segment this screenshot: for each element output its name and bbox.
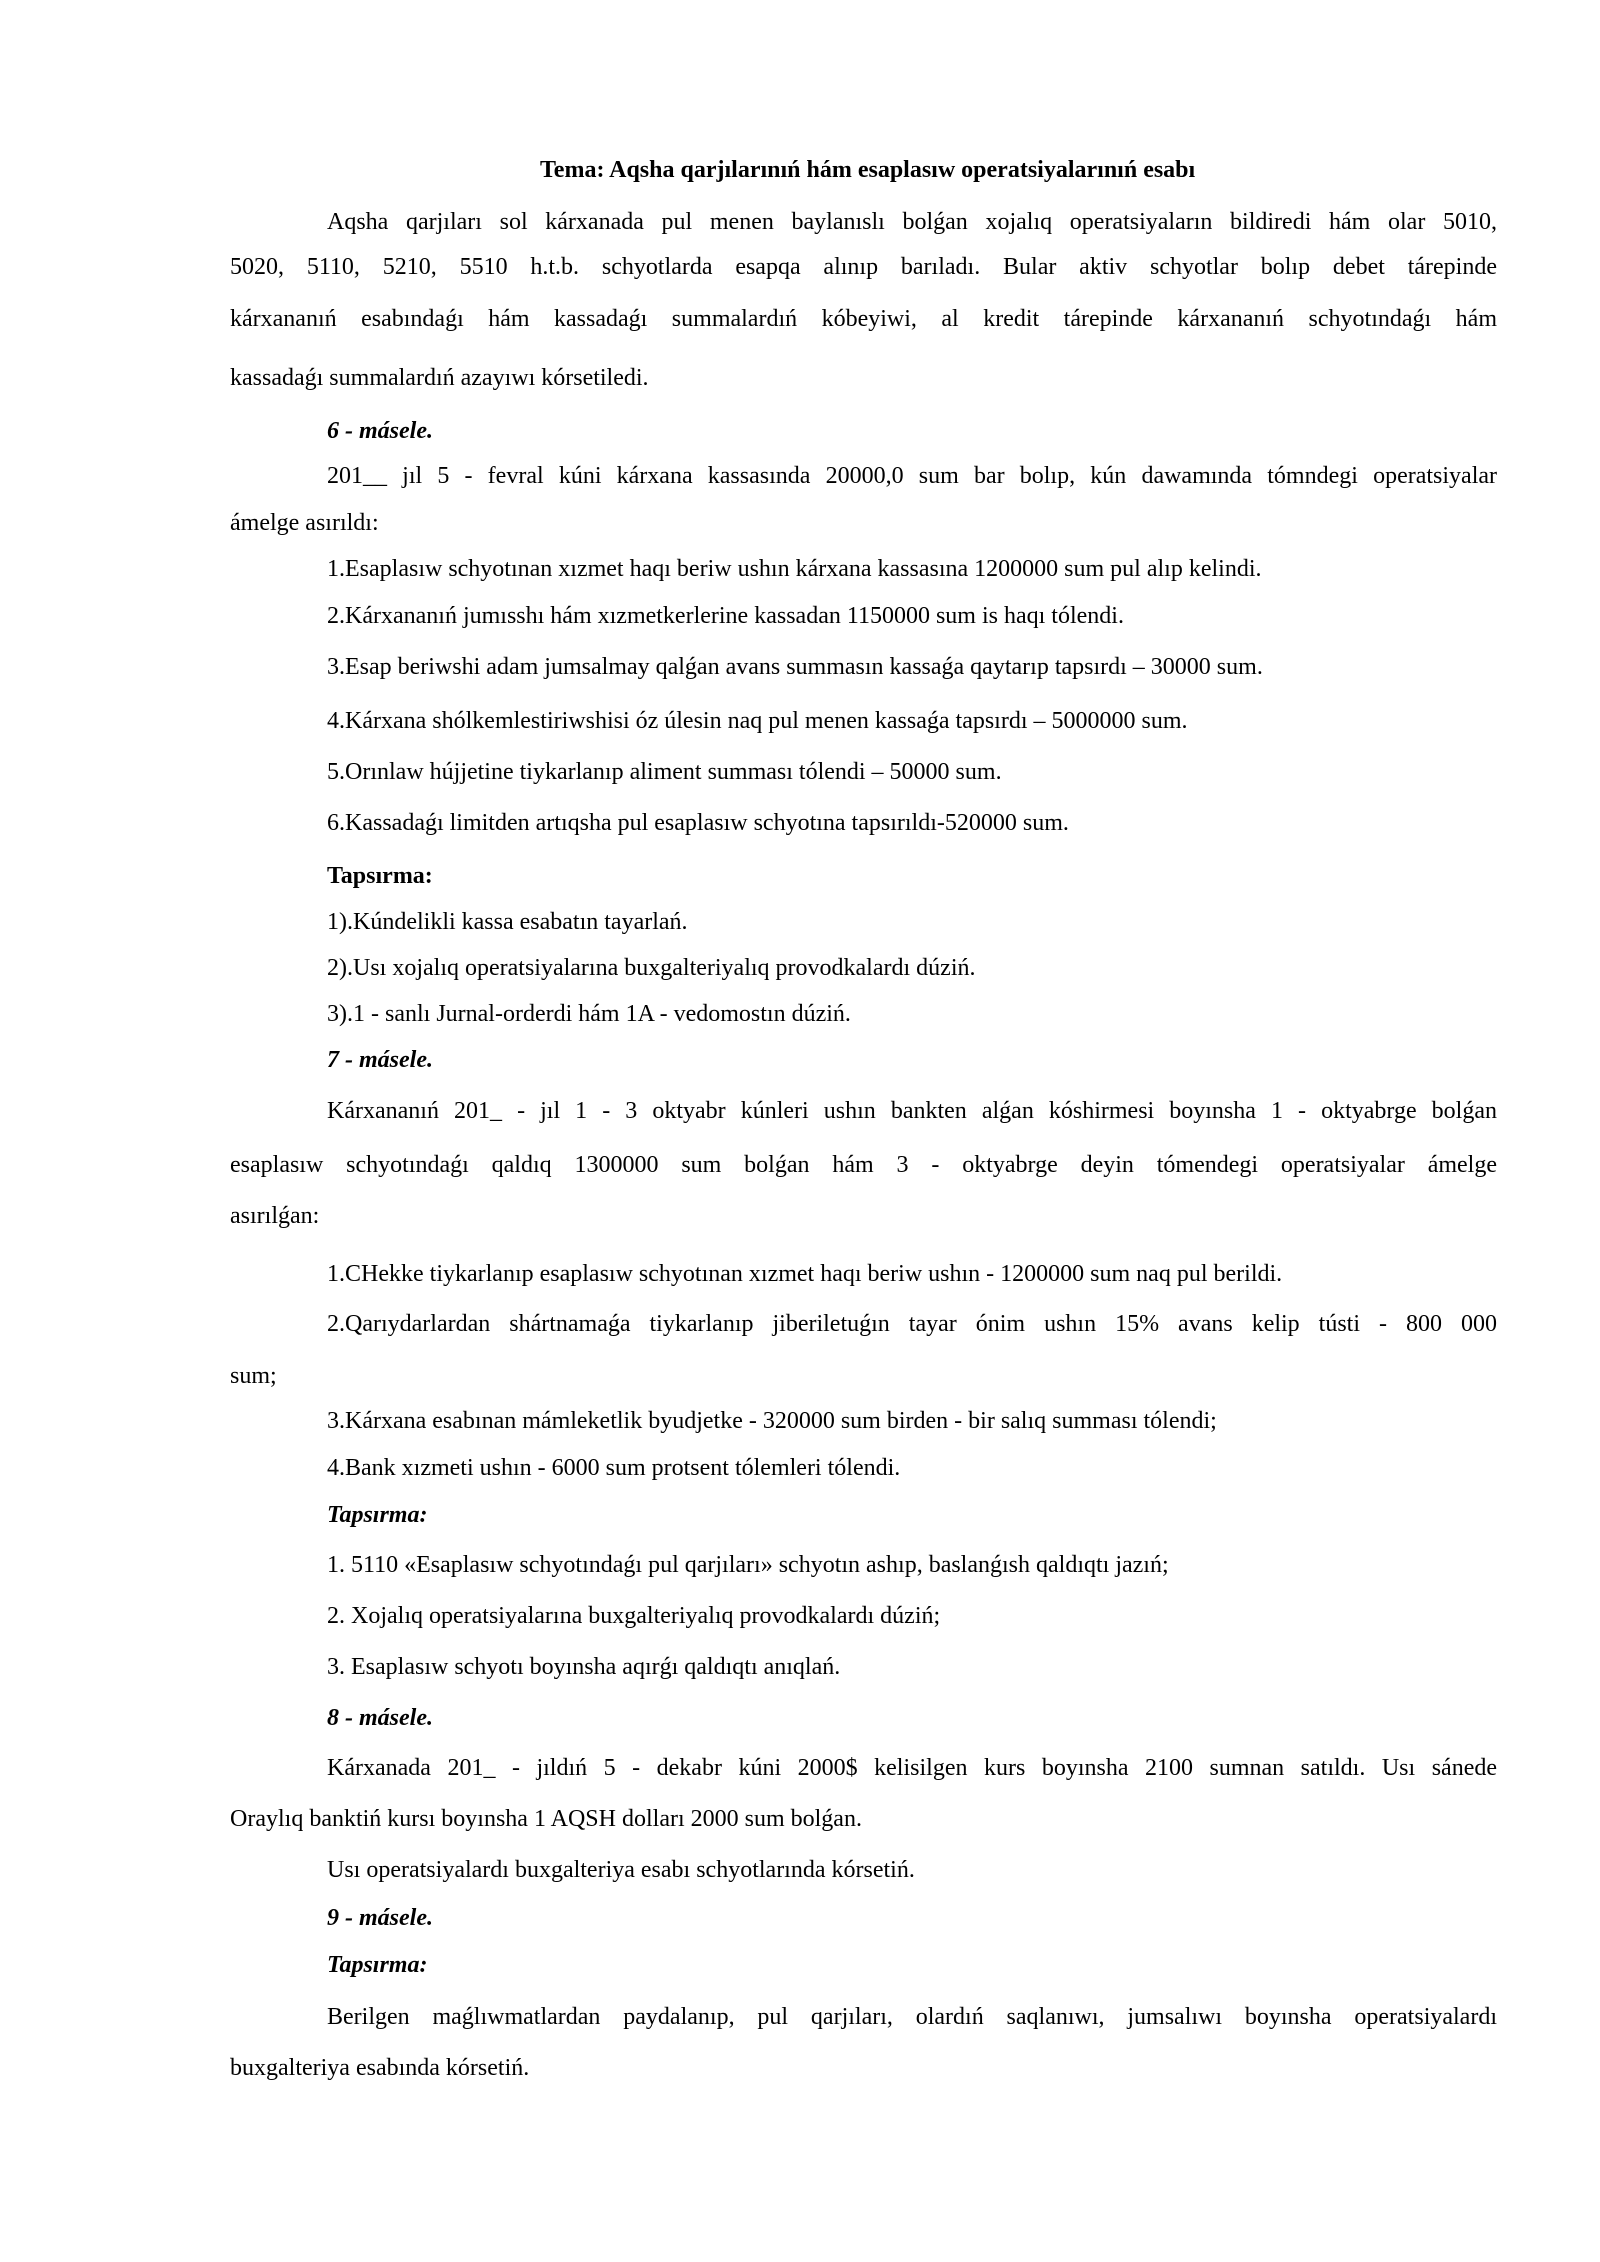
problem-7-item-continuation: sum;: [230, 1363, 277, 1389]
intro-line-4: kassadaǵı summalardıń azayıwı kórsetiledi.: [230, 365, 649, 391]
problem-7-item: 4.Bank xızmeti ushın - 6000 sum protsent tólemleri tólendi.: [327, 1455, 901, 1481]
problem-7-text-1: Kárxananıń 201_ - jıl 1 - 3 oktyabr kúnleri ushın bankten alǵan kóshirmesi boyınsha 1 - oktyabrge bolǵan: [327, 1098, 1497, 1124]
problem-6-text-1: 201__ jıl 5 - fevral kúni kárxana kassasında 20000,0 sum bar bolıp, kún dawamında tómndegi operatsiyalar: [327, 463, 1497, 489]
intro-line-3: kárxananıń esabındaǵı hám kassadaǵı summalardıń kóbeyiwi, al kredit tárepinde kárxananıń schyotındaǵı hám: [230, 306, 1497, 332]
problem-6-item: 5.Orınlaw hújjetine tiykarlanıp aliment summası tólendi – 50000 sum.: [327, 759, 1002, 785]
problem-6-task: 2).Usı xojalıq operatsiyalarına buxgalteriyalıq provodkalardı dúziń.: [327, 955, 976, 981]
problem-9-task-heading: Tapsırma:: [327, 1952, 428, 1978]
problem-6-item: 2.Kárxananıń jumısshı hám xızmetkerlerine kassadan 1150000 sum is haqı tólendi.: [327, 603, 1124, 629]
problem-7-text-3: asırılǵan:: [230, 1203, 320, 1229]
problem-6-item: 1.Esaplasıw schyotınan xızmet haqı beriw ushın kárxana kassasına 1200000 sum pul alıp kelindi.: [327, 556, 1262, 582]
problem-6-heading: 6 - másele.: [327, 418, 433, 444]
problem-6-text-2: ámelge asırıldı:: [230, 510, 379, 536]
problem-7-task: 1. 5110 «Esaplasıw schyotındaǵı pul qarjıları» schyotın ashıp, baslanǵısh qaldıqtı jazıń;: [327, 1552, 1169, 1578]
problem-7-task-heading: Tapsırma:: [327, 1502, 428, 1528]
problem-8-text-3: Usı operatsiyalardı buxgalteriya esabı schyotlarında kórsetiń.: [327, 1857, 915, 1883]
intro-line-2: 5020, 5110, 5210, 5510 h.t.b. schyotlarda esapqa alınıp barıladı. Bular aktiv schyotlar bolıp debet tárepinde: [230, 254, 1497, 280]
problem-7-item: 3.Kárxana esabınan mámleketlik byudjetke - 320000 sum birden - bir salıq summası tólendi;: [327, 1408, 1217, 1434]
problem-8-heading: 8 - másele.: [327, 1705, 433, 1731]
problem-8-text-1: Kárxanada 201_ - jıldıń 5 - dekabr kúni 2000$ kelisilgen kurs boyınsha 2100 sumnan satıldı. Usı sánede: [327, 1755, 1497, 1781]
problem-8-text-2: Oraylıq banktiń kursı boyınsha 1 AQSH dolları 2000 sum bolǵan.: [230, 1806, 862, 1832]
problem-7-text-2: esaplasıw schyotındaǵı qaldıq 1300000 sum bolǵan hám 3 - oktyabrge deyin tómendegi operatsiyalar ámelge: [230, 1152, 1497, 1178]
intro-line-1: Aqsha qarjıları sol kárxanada pul menen baylanıslı bolǵan xojalıq operatsiyaların bildiredi hám olar 5010,: [327, 209, 1497, 235]
problem-6-item: 6.Kassadaǵı limitden artıqsha pul esaplasıw schyotına tapsırıldı-520000 sum.: [327, 810, 1069, 836]
problem-9-heading: 9 - másele.: [327, 1905, 433, 1931]
problem-6-task: 1).Kúndelikli kassa esabatın tayarlań.: [327, 909, 688, 935]
problem-7-item: 1.CHekke tiykarlanıp esaplasıw schyotınan xızmet haqı beriw ushın - 1200000 sum naq pul berildi.: [327, 1261, 1283, 1287]
problem-7-item: 2.Qarıydarlardan shártnamaǵa tiykarlanıp jiberiletuǵın tayar ónim ushın 15% avans kelip tústi - 800 000: [327, 1311, 1497, 1337]
problem-7-heading: 7 - másele.: [327, 1047, 433, 1073]
problem-7-task: 2. Xojalıq operatsiyalarına buxgalteriyalıq provodkalardı dúziń;: [327, 1603, 941, 1629]
problem-7-task: 3. Esaplasıw schyotı boyınsha aqırǵı qaldıqtı anıqlań.: [327, 1654, 841, 1680]
problem-6-item: 4.Kárxana shólkemlestiriwshisi óz úlesin naq pul menen kassaǵa tapsırdı – 5000000 sum.: [327, 708, 1188, 734]
problem-9-text-2: buxgalteriya esabında kórsetiń.: [230, 2055, 530, 2081]
problem-6-item: 3.Esap beriwshi adam jumsalmay qalǵan avans summasın kassaǵa qaytarıp tapsırdı – 30000 sum.: [327, 654, 1263, 680]
problem-9-text-1: Berilgen maǵlıwmatlardan paydalanıp, pul qarjıları, olardıń saqlanıwı, jumsalıwı boyınsha operatsiyalardı: [327, 2004, 1497, 2030]
document-title: Tema: Aqsha qarjılarınıń hám esaplasıw operatsiyalarınıń esabı: [540, 157, 1196, 183]
problem-6-task: 3).1 - sanlı Jurnal-orderdi hám 1A - vedomostın dúziń.: [327, 1001, 851, 1027]
problem-6-task-heading: Tapsırma:: [327, 863, 433, 889]
